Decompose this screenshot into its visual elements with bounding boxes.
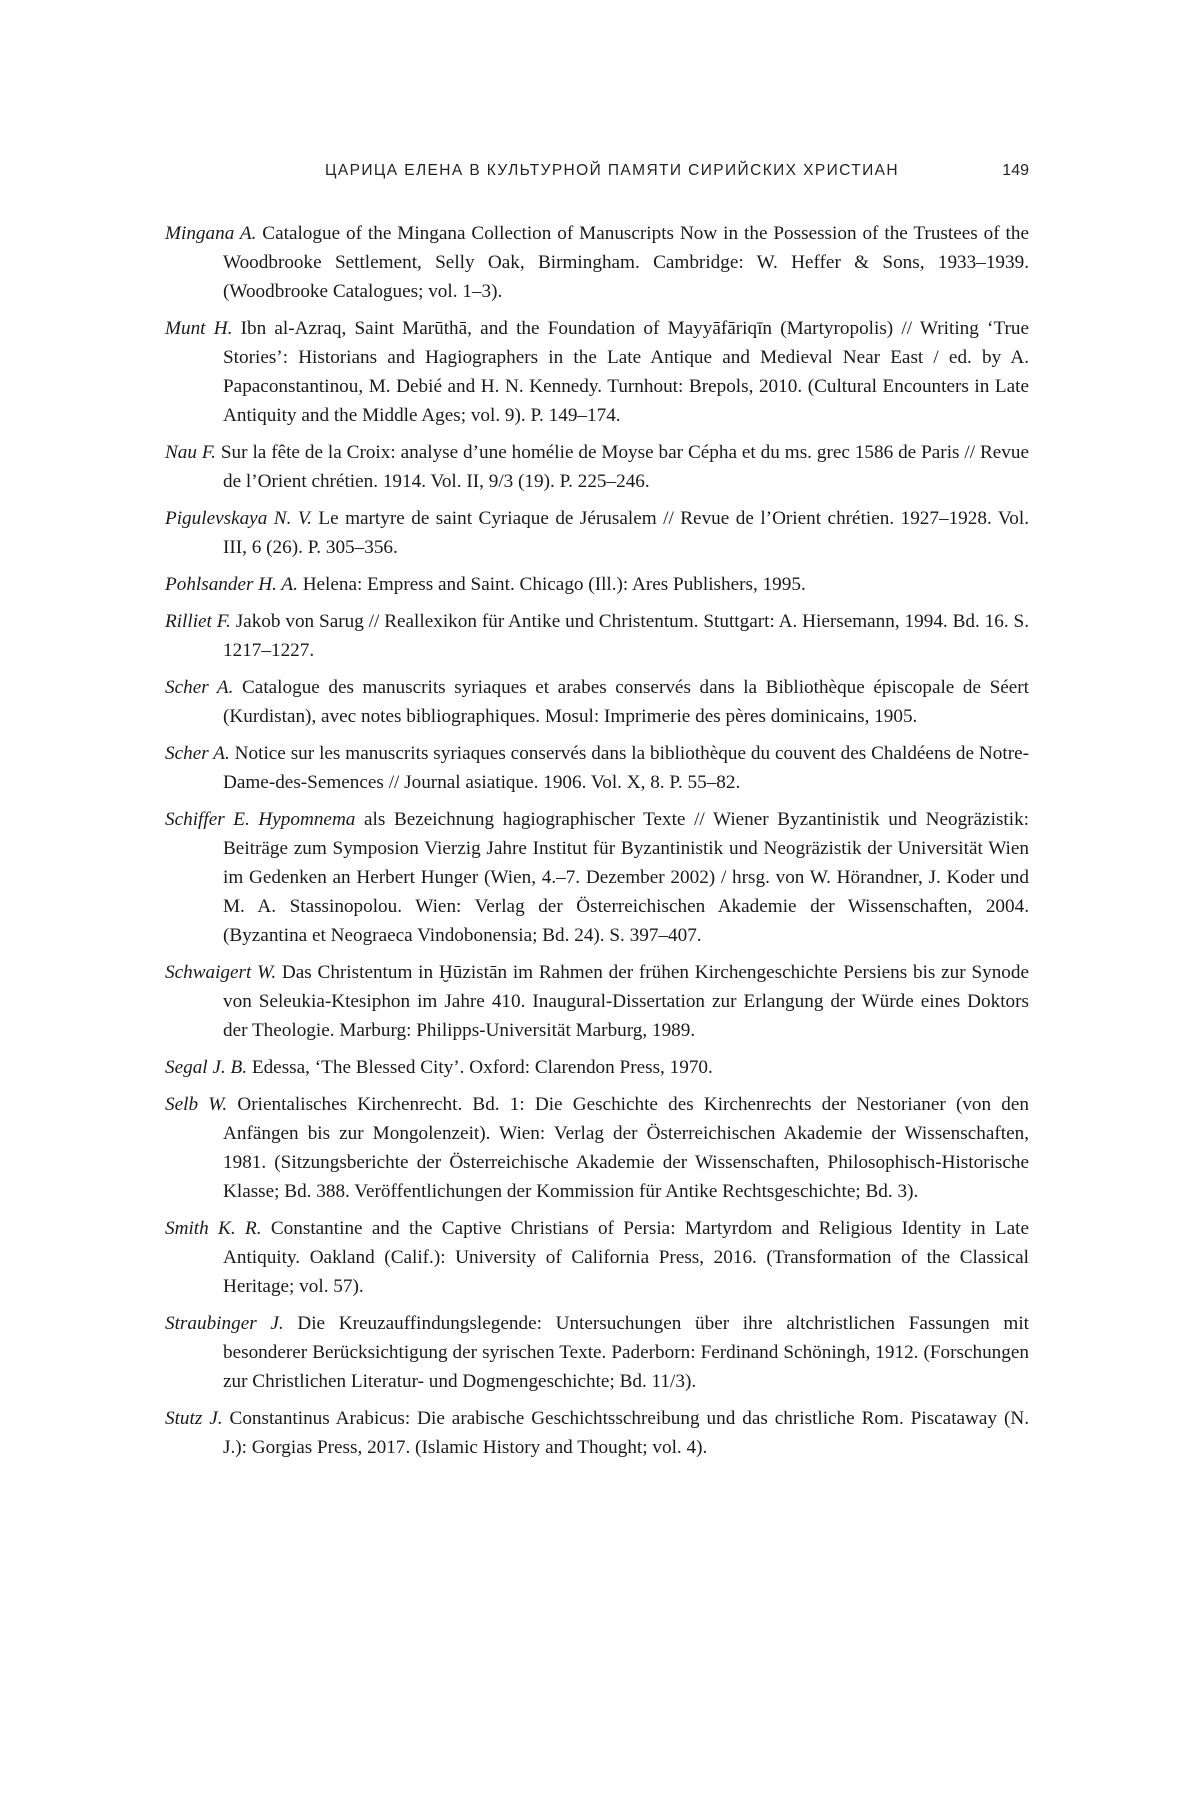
entry-text: Catalogue des manuscrits syriaques et arabes conservés dans la Bibliothèque épiscopale de Séert (Kurdistan), avec notes bibliographiques. Mosul: Imprimerie des pères dominicains, 1905.: [223, 677, 1029, 727]
entry-text: Notice sur les manuscrits syriaques conservés dans la bibliothèque du couvent des Chaldéens de Notre-Dame-des-Semences // Journal asiatique. 1906. Vol. X, 8. P. 55–82.: [223, 743, 1030, 793]
bibliography-entry-stutz: [165, 1404, 1029, 1462]
entry-author: Straubinger J.: [165, 1313, 284, 1334]
entry-author: Segal J. B.: [165, 1057, 248, 1078]
entry-author: Selb W.: [165, 1094, 228, 1115]
entry-text: Sur la fête de la Croix: analyse d’une homélie de Moyse bar Cépha et du ms. grec 1586 de Paris // Revue de l’Orient chrétien. 1914. Vol. II, 9/3 (19). P. 225–246.: [215, 442, 1030, 492]
entry-text: Helena: Empress and Saint. Chicago (Ill.): Ares Publishers, 1995.: [297, 574, 806, 595]
entry-author: Rilliet F.: [165, 611, 231, 632]
bibliography-list: [165, 219, 1029, 1470]
entry-text: Orientalisches Kirchenrecht. Bd. 1: Die Geschichte des Kirchenrechts der Nestorianer (von den Anfängen bis zur Mongolenzeit). Wien: Verlag der Österreichischen Akademie der Wissenschaften, 1981. (Sitzungsberichte der Österreichische Akademie der Wissenschaften, Philosophisch-Historische Klasse; Bd. 388. Veröffentlichungen der Kommission für Antike Rechtsgeschichte; Bd. 3).: [223, 1094, 1029, 1202]
entry-text: Die Kreuzauffindungslegende: Untersuchungen über ihre altchristlichen Fassungen mit besonderer Berücksichtigung der syrischen Texte. Paderborn: Ferdinand Schöningh, 1912. (Forschungen zur Christlichen Literatur- und Dogmengeschichte; Bd. 11/3).: [223, 1313, 1029, 1392]
running-head: ЦАРИЦА ЕЛЕНА В КУЛЬТУРНОЙ ПАМЯТИ СИРИЙСКИХ ХРИСТИАН: [325, 162, 899, 179]
entry-author: Smith K. R.: [165, 1218, 262, 1239]
entry-author: Scher A.: [165, 743, 230, 764]
entry-author: Nau F.: [165, 442, 216, 463]
bibliography-entry-segal: [165, 1053, 1029, 1082]
bibliography-entry-selb: [165, 1090, 1029, 1206]
entry-text: Edessa, ‘The Blessed City’. Oxford: Clarendon Press, 1970.: [247, 1057, 713, 1078]
bibliography-entry-pigulevskaya: [165, 504, 1029, 562]
bibliography-entry-scher-catalogue: [165, 673, 1029, 731]
entry-author: Schiffer E.: [165, 809, 250, 830]
bibliography-entry-straubinger: [165, 1309, 1029, 1396]
entry-text: Jakob von Sarug // Reallexikon für Antike und Christentum. Stuttgart: A. Hiersemann, 1994. Bd. 16. S. 1217–1227.: [223, 611, 1030, 661]
bibliography-entry-munt: [165, 314, 1029, 430]
bibliography-entry-nau: [165, 438, 1029, 496]
entry-author: Schwaigert W.: [165, 962, 277, 983]
bibliography-entry-schwaigert: [165, 958, 1029, 1045]
bibliography-entry-mingana: [165, 219, 1029, 306]
entry-author: Munt H.: [165, 318, 233, 339]
entry-author: Pohlsander H. A.: [165, 574, 298, 595]
entry-text: Ibn al-Azraq, Saint Marūthā, and the Foundation of Mayyāfāriqīn (Martyropolis) // Writing ‘True Stories’: Historians and Hagiographers in the Late Antique and Medieval Near East / ed. by A. Papaconstantinou, M. Debié and H. N. Kennedy. Turnhout: Brepols, 2010. (Cultural Encounters in Late Antiquity and the Middle Ages; vol. 9). P. 149–174.: [223, 318, 1029, 426]
entry-text: Constantine and the Captive Christians of Persia: Martyrdom and Religious Identity in Late Antiquity. Oakland (Calif.): University of California Press, 2016. (Transformation of the Classical Heritage; vol. 57).: [223, 1218, 1029, 1297]
bibliography-entry-schiffer: [165, 805, 1029, 950]
entry-author: Scher A.: [165, 677, 234, 698]
page-header: [165, 162, 1029, 186]
entry-italic-title: Hypomnema: [249, 809, 356, 830]
entry-text: als Bezeichnung hagiographischer Texte // Wiener Byzantinistik und Neogräzistik: Beiträge zum Symposion Vierzig Jahre Institut für Byzantinistik und Neogräzistik der Universität Wien im Gedenken an Herbert Hunger (Wien, 4.–7. Dezember 2002) / hrsg. von W. Hörandner, J. Koder und M. A. Stassinopolou. Wien: Verlag der Österreichischen Akademie der Wissenschaften, 2004. (Byzantina et Neograeca Vindobonensia; Bd. 24). S. 397–407.: [223, 809, 1029, 946]
bibliography-entry-smith: [165, 1214, 1029, 1301]
page-number: 149: [1002, 162, 1029, 179]
entry-text: Das Christentum in Ḫūzistān im Rahmen der frühen Kirchengeschichte Persiens bis zur Synode von Seleukia-Ktesiphon im Jahre 410. Inaugural-Dissertation zur Erlangung der Würde eines Doktors der Theologie. Marburg: Philipps-Universität Marburg, 1989.: [223, 962, 1030, 1041]
bibliography-entry-rilliet: [165, 607, 1029, 665]
entry-author: Pigulevskaya N. V.: [165, 508, 312, 529]
entry-author: Mingana A.: [165, 223, 257, 244]
entry-text: Constantinus Arabicus: Die arabische Geschichtsschreibung und das christliche Rom. Piscataway (N. J.): Gorgias Press, 2017. (Islamic History and Thought; vol. 4).: [222, 1408, 1029, 1458]
bibliography-entry-scher-notice: [165, 739, 1029, 797]
entry-text: Catalogue of the Mingana Collection of Manuscripts Now in the Possession of the Trustees of the Woodbrooke Settlement, Selly Oak, Birmingham. Cambridge: W. Heffer & Sons, 1933–1939. (Woodbrooke Catalogues; vol. 1–3).: [223, 223, 1029, 302]
bibliography-entry-pohlsander: [165, 570, 1029, 599]
entry-text: Le martyre de saint Cyriaque de Jérusalem // Revue de l’Orient chrétien. 1927–1928. Vol. III, 6 (26). P. 305–356.: [223, 508, 1029, 558]
entry-author: Stutz J.: [165, 1408, 223, 1429]
